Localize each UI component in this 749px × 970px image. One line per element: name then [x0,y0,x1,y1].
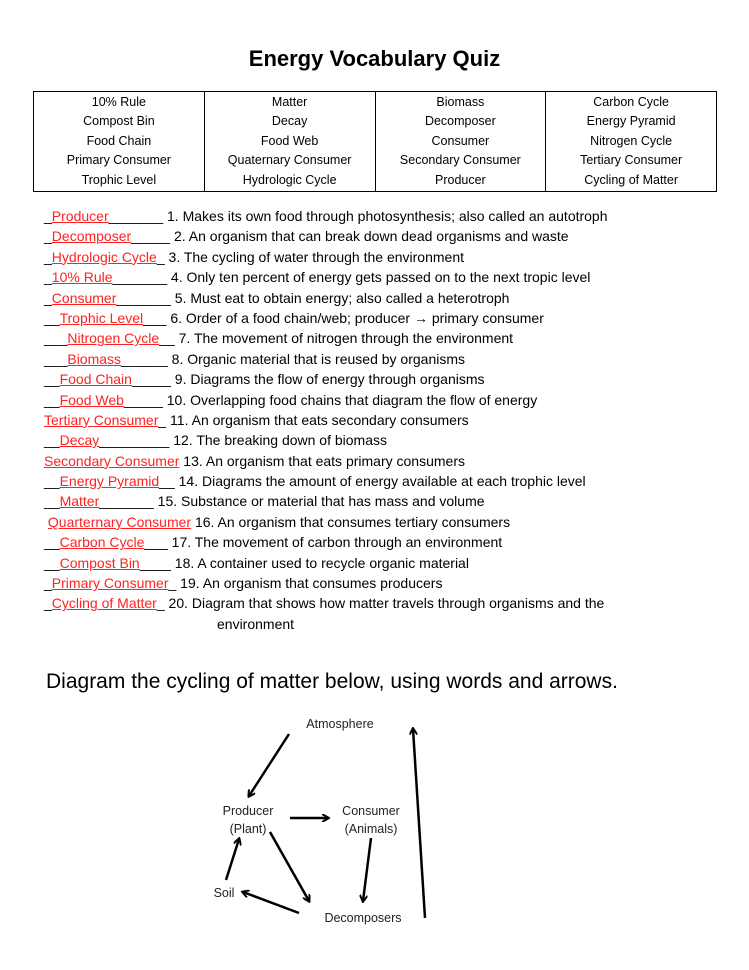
question-text: 13. An organism that eats primary consumers [179,452,465,469]
word-bank-term: Energy Pyramid [586,114,676,129]
word-bank-term: Decay [271,114,308,129]
answer-blank-suffix: ____ [139,554,171,571]
answer-text[interactable]: Decay [59,432,100,449]
word-bank-term: Food Chain [86,133,152,148]
answer-text[interactable]: Food Chain [59,371,132,388]
question-text: 9. Diagrams the flow of energy through organisms [170,371,485,388]
label-soil: Soil [213,886,235,900]
word-bank-term: Secondary Consumer [399,153,521,168]
answer-text[interactable]: Primary Consumer [51,575,169,592]
answer-text[interactable]: Consumer [51,289,117,306]
answer-blank-suffix: _______ [112,269,168,286]
answer-blank-suffix: __ [159,330,175,347]
question-text: 6. Order of a food chain/web; producer → primary consumer [166,309,544,326]
question-text: 5. Must eat to obtain energy; also called a heterotroph [170,289,510,306]
label-atmosphere: Atmosphere [306,717,374,731]
answer-text[interactable]: Producer [51,208,109,224]
answer-blank-suffix: _ [156,595,165,612]
answer-blank-prefix: __ [44,309,60,326]
question-text: 19. An organism that consumes producers [176,575,443,592]
question-text: 12. The breaking down of biomass [169,432,387,449]
answer-text[interactable]: Quarternary Consumer [47,513,192,530]
answer-blank-prefix: _ [44,575,52,592]
answer-blank-prefix: __ [44,371,60,388]
answer-text[interactable]: Tertiary Consumer [44,411,159,428]
answer-text[interactable]: Carbon Cycle [59,534,145,551]
question-text: 8. Organic material that is reused by organisms [167,350,466,367]
question-text: 20. Diagram that shows how matter travels through organisms and the [164,595,605,612]
answer-text[interactable]: Decomposer [51,228,132,245]
answer-blank-suffix: __ [159,473,175,490]
answer-text[interactable]: Biomass [67,350,122,367]
question-text: 10. Overlapping food chains that diagram the flow of energy [162,391,538,408]
arrow-atmosphere-to-producer [249,734,289,796]
question-text-continuation: environment [217,615,295,632]
word-bank-term: Food Web [260,133,319,148]
answer-text[interactable]: Food Web [59,391,124,408]
answer-text[interactable]: Energy Pyramid [59,473,160,490]
answer-blank-suffix: _________ [99,432,170,449]
answer-blank-suffix: ___ [143,309,167,326]
answer-blank-prefix: _ [44,208,52,224]
answer-blank-suffix: ______ [121,350,168,367]
answer-blank-suffix: _______ [108,208,164,224]
word-bank-term: Hydrologic Cycle [242,172,337,187]
arrow-decomposers-to-atmosphere [413,729,425,918]
question-text: 18. A container used to recycle organic material [170,554,469,571]
label-producer-sub: (Plant) [229,822,267,836]
answer-text[interactable]: Hydrologic Cycle [51,248,157,265]
word-bank-term: Compost Bin [83,114,155,129]
arrow-consumer-to-decomposers [363,838,371,901]
answer-blank-prefix: ___ [44,330,68,347]
answer-text[interactable]: Matter [59,493,100,510]
answer-blank-suffix: _______ [99,493,154,510]
question-text: 15. Substance or material that has mass and volume [153,493,485,510]
label-decomposers: Decomposers [324,911,402,925]
answer-text[interactable]: Nitrogen Cycle [67,330,160,347]
diagram-heading: Diagram the cycling of matter below, using words and arrows. [46,670,618,693]
answer-text[interactable]: Compost Bin [59,554,140,571]
question-text: 7. The movement of nitrogen through the environment [174,330,514,347]
answer-blank-suffix: ___ [144,534,168,551]
answer-blank-prefix: __ [44,534,60,551]
word-bank-term: Cycling of Matter [584,172,679,187]
word-bank-term: Primary Consumer [66,153,171,168]
word-bank-term: Nitrogen Cycle [590,133,673,148]
word-bank-term: Decomposer [424,114,496,129]
arrow-soil-to-producer [226,839,239,880]
answer-blank-prefix: _ [44,248,52,265]
word-bank-term: Tertiary Consumer [580,153,683,168]
answer-blank-suffix: _ [168,575,177,592]
word-bank-term: Quaternary Consumer [227,153,352,168]
answer-text[interactable]: Secondary Consumer [44,452,180,469]
word-bank-term: Trophic Level [81,172,157,187]
answer-blank-suffix: _ [156,248,165,265]
label-consumer-sub: (Animals) [344,822,398,836]
label-producer: Producer [222,804,274,818]
answer-blank-suffix: _ [158,411,167,428]
question-text: 16. An organism that consumes tertiary consumers [191,513,511,530]
answer-blank-prefix: __ [44,473,60,490]
answer-text[interactable]: 10% Rule [51,269,113,286]
word-bank-term: Matter [271,95,308,109]
answer-blank-prefix: __ [44,554,60,571]
word-bank-term: Producer [435,172,486,187]
answer-blank-prefix: __ [44,493,60,510]
answer-blank-prefix: ___ [44,350,68,367]
arrow-decomposers-to-soil [243,892,299,913]
answer-text[interactable]: Trophic Level [59,309,144,326]
word-bank-term: Consumer [431,133,490,148]
word-bank-term: Carbon Cycle [593,95,669,109]
question-text: 3. The cycling of water through the environment [164,248,464,265]
arrow-producer-to-decomposers [270,832,309,901]
answer-text[interactable]: Cycling of Matter [51,595,157,612]
answer-blank-suffix: _____ [123,391,163,408]
answer-blank-prefix: _ [44,595,52,612]
question-text: 14. Diagrams the amount of energy available at each trophic level [174,473,586,490]
question-text: 1. Makes its own food through photosynthesis; also called an autotroph [163,208,608,224]
answer-blank-prefix: __ [44,391,60,408]
question-text: 2. An organism that can break down dead organisms and waste [170,228,569,245]
answer-blank-suffix: _____ [131,371,171,388]
page-title: Energy Vocabulary Quiz [248,46,501,71]
question-text: 17. The movement of carbon through an environment [167,534,503,551]
answer-blank-prefix: __ [44,432,60,449]
answer-blank-prefix: _ [44,228,52,245]
word-bank-term: Biomass [436,95,485,109]
word-bank-term: 10% Rule [91,95,146,109]
question-text: 4. Only ten percent of energy gets passed on to the next tropic level [167,269,591,286]
answer-blank-prefix: _ [44,269,52,286]
answer-blank-suffix: _______ [116,289,171,306]
answer-blank-suffix: _____ [131,228,171,245]
answer-blank-prefix: _ [44,289,52,306]
question-text: 11. An organism that eats secondary consumers [166,411,469,428]
label-consumer: Consumer [342,804,400,818]
